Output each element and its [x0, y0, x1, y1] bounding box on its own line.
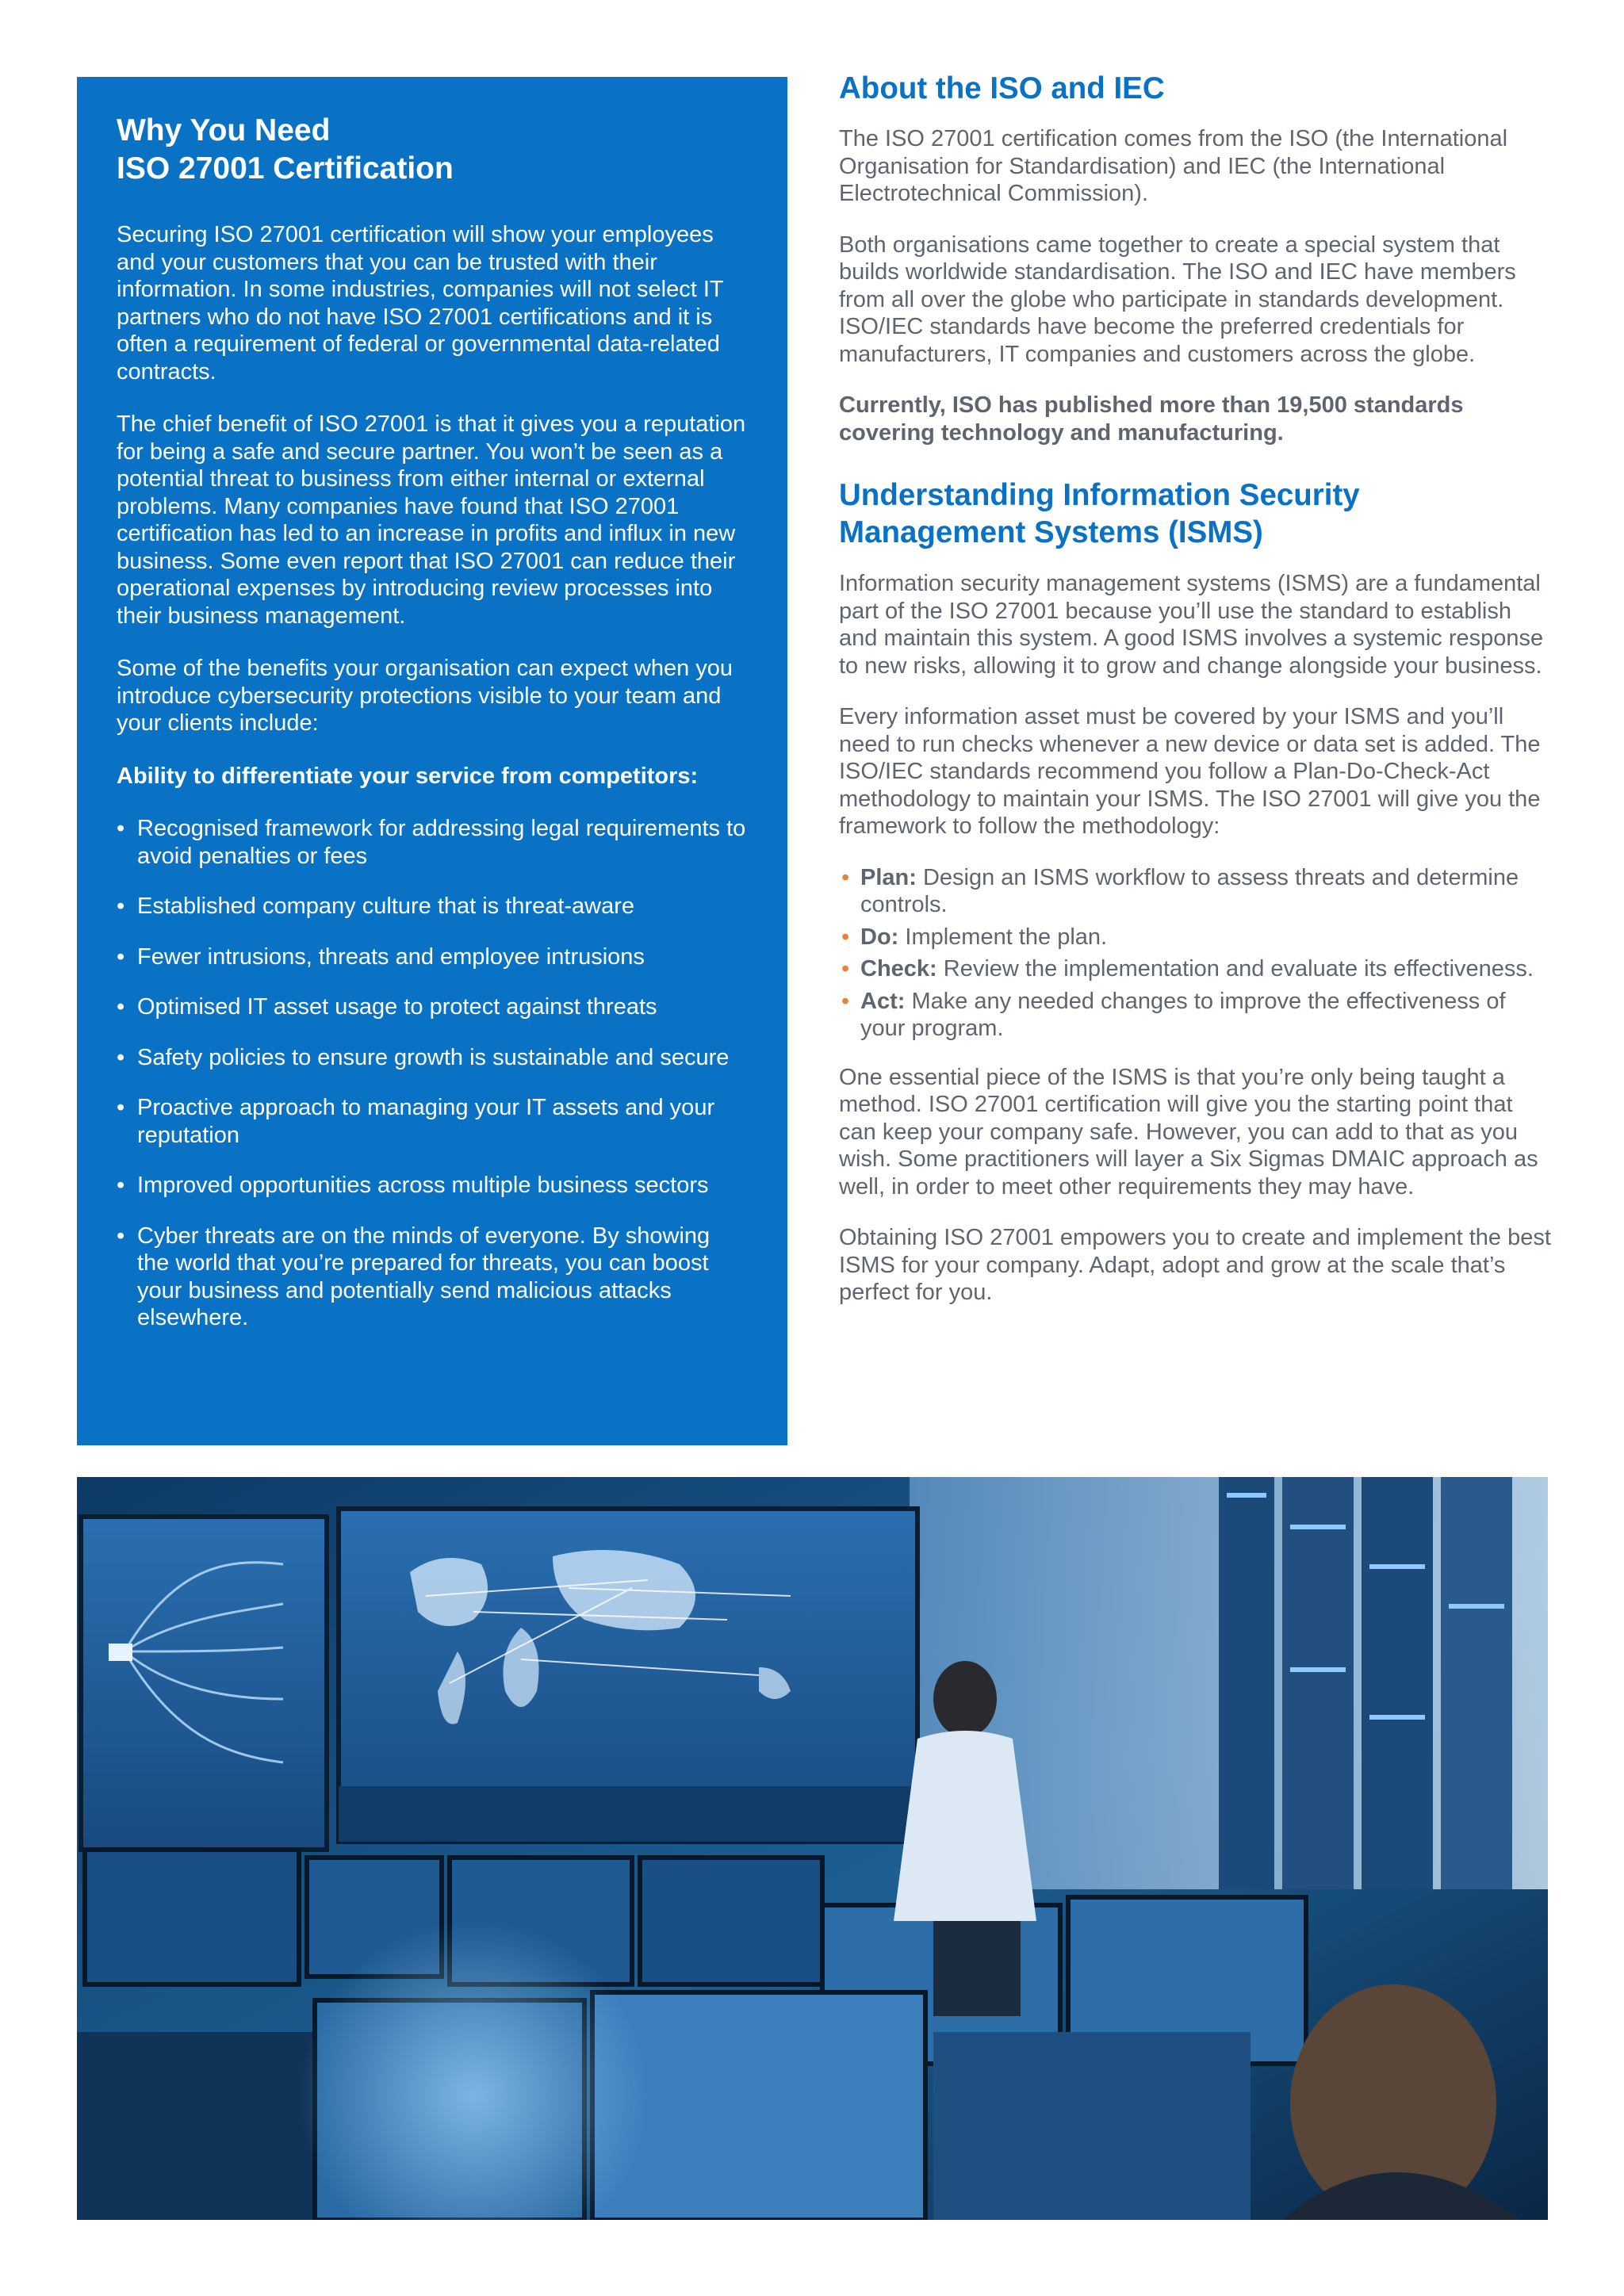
- benefit-text: Safety policies to ensure growth is sustainable and secure: [137, 1044, 730, 1070]
- benefit-text: Cyber threats are on the minds of everyone. By showing the world that you’re prepared for threats, you can boost your business and potentially send malicious attacks elsewhere.: [137, 1223, 710, 1330]
- network-diagram-screen: [81, 1517, 327, 1850]
- closing-paragraph: Obtaining ISO 27001 empowers you to create and implement the best ISMS for your company. Adapt, adopt and grow at the scale that’s perfect for you.: [839, 1225, 1551, 1305]
- about-paragraph: The ISO 27001 certification comes from the ISO (the International Organisation for Standardisation) and IEC (the International Electrotechnical Commission).: [839, 126, 1508, 206]
- benefit-item: [117, 1223, 746, 1332]
- bullet-icon: •: [117, 943, 125, 970]
- standards-count-statement: Currently, ISO has published more than 19,500 standards covering technology and manufacturing.: [839, 392, 1464, 446]
- about-paragraph: Both organisations came together to create a special system that builds worldwide standardisation. The ISO and IEC have members from all over the globe who participate in standards development. ISO/IEC standards have become the preferred credentials for manufacturers, IT companies and customers across the globe.: [839, 232, 1516, 367]
- isms-heading-line2: Management Systems (ISMS): [839, 515, 1263, 549]
- bullet-icon: •: [117, 1095, 125, 1120]
- benefit-item: [117, 1094, 746, 1149]
- pdca-term: Check:: [860, 956, 937, 982]
- bullet-icon: •: [117, 894, 125, 919]
- bullet-icon: •: [841, 864, 850, 890]
- bullet-icon: •: [841, 988, 850, 1014]
- benefit-item: [117, 943, 746, 971]
- panel-title-line2: ISO 27001 Certification: [117, 151, 454, 186]
- server-racks: [1219, 1477, 1512, 1889]
- pdca-text: Review the implementation and evaluate its effectiveness.: [936, 956, 1534, 982]
- benefit-text: Established company culture that is threat-aware: [137, 894, 635, 919]
- benefit-text: Recognised framework for addressing legal requirements to avoid penalties or fees: [137, 816, 746, 869]
- iso-iec-article: [839, 70, 1553, 1330]
- panel-paragraph: The chief benefit of ISO 27001 is that it gives you a reputation for being a safe and secure partner. You won’t be seen as a potential threat to business from either internal or external problems. Many companies have found that ISO 27001 certification has led to an increase in profits and influx in new business. Some even report that ISO 27001 can reduce their operational expenses by introducing review processes into their business management.: [117, 411, 746, 629]
- pdca-item-check: [839, 955, 1553, 983]
- pdca-term: Plan:: [860, 864, 917, 890]
- security-operations-center-photo: [77, 1477, 1548, 2220]
- panel-paragraph: Securing ISO 27001 certification will show your employees and your customers that you can be trusted with their information. In some industries, companies will not select IT partners who do not have ISO 27001 certifications and it is often a requirement of federal or governmental data-related contracts.: [117, 222, 724, 385]
- panel-title: [117, 112, 746, 188]
- pdca-item-plan: [839, 864, 1553, 919]
- bullet-icon: •: [117, 994, 125, 1020]
- certification-benefits-panel: [77, 77, 787, 1445]
- pdca-term: Act:: [860, 988, 906, 1014]
- benefit-item: [117, 893, 746, 920]
- benefit-text: Improved opportunities across multiple business sectors: [137, 1173, 709, 1198]
- isms-paragraph: Every information asset must be covered by your ISMS and you’ll need to run checks whenever a new device or data set is added. The ISO/IEC standards recommend you follow a Plan-Do-Check-Act methodology to maintain your ISMS. The ISO 27001 will give you the framework to follow the methodology:: [839, 704, 1541, 839]
- pdca-text: Implement the plan.: [898, 924, 1108, 950]
- isms-heading: [839, 476, 1553, 551]
- panel-paragraph: Some of the benefits your organisation can expect when you introduce cybersecurity protections visible to your team and your clients include:: [117, 656, 733, 736]
- benefit-item: [117, 993, 746, 1021]
- panel-bold-heading: Ability to differentiate your service from competitors:: [117, 763, 699, 789]
- bullet-icon: •: [117, 1223, 125, 1249]
- closing-paragraph: One essential piece of the ISMS is that you’re only being taught a method. ISO 27001 certification will give you the starting point that can keep your company safe. However, you can add to that as you wish. Some practitioners will layer a Six Sigmas DMAIC approach as well, in order to meet other requirements they may have.: [839, 1064, 1538, 1200]
- soc-illustration: [77, 1477, 1548, 2220]
- benefit-text: Fewer intrusions, threats and employee intrusions: [137, 943, 645, 970]
- pdca-item-do: [839, 924, 1553, 951]
- isms-heading-line1: Understanding Information Security: [839, 478, 1360, 512]
- pdca-list: [839, 864, 1553, 1043]
- pdca-text: Make any needed changes to improve the effectiveness of your program.: [860, 988, 1506, 1041]
- bullet-icon: •: [117, 816, 125, 841]
- bullet-icon: •: [841, 924, 850, 950]
- about-heading: About the ISO and IEC: [839, 71, 1165, 105]
- benefit-item: [117, 1044, 746, 1072]
- world-map-screen: [339, 1509, 917, 1842]
- pdca-text: Design an ISMS workflow to assess threats and determine controls.: [860, 864, 1519, 917]
- bullet-icon: •: [117, 1173, 125, 1198]
- bullet-icon: •: [117, 1044, 125, 1070]
- benefits-list: [117, 815, 746, 1332]
- pdca-term: Do:: [860, 924, 899, 950]
- benefit-item: [117, 1172, 746, 1200]
- pdca-item-act: [839, 988, 1553, 1043]
- isms-paragraph: Information security management systems (ISMS) are a fundamental part of the ISO 27001 because you’ll use the standard to establish and maintain this system. A good ISMS involves a systemic response to new risks, allowing it to grow and change alongside your business.: [839, 571, 1544, 679]
- benefit-item: [117, 815, 746, 870]
- benefit-text: Optimised IT asset usage to protect against threats: [137, 994, 657, 1020]
- panel-title-line1: Why You Need: [117, 113, 331, 147]
- bullet-icon: •: [841, 956, 850, 982]
- benefit-text: Proactive approach to managing your IT assets and your reputation: [137, 1095, 715, 1148]
